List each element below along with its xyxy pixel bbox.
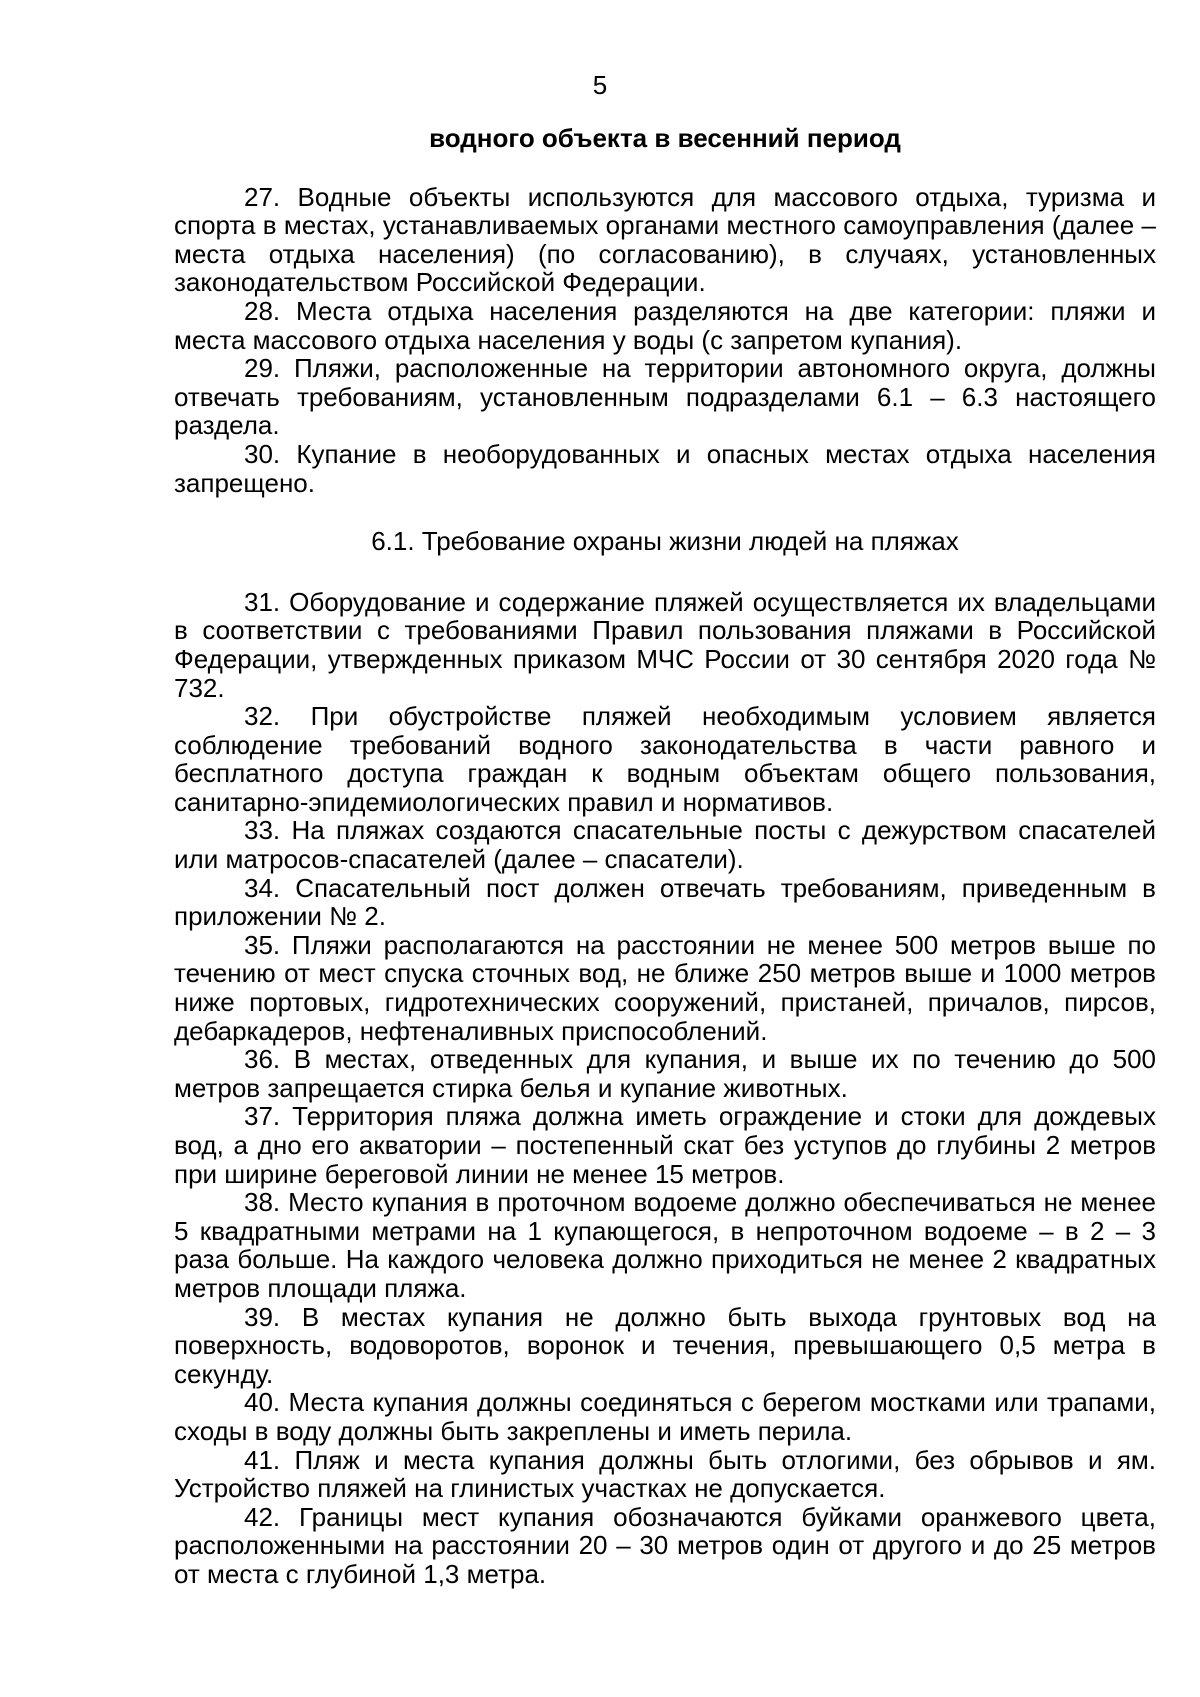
paragraph-29: 29. Пляжи, расположенные на территории автономного округа, должны отвечать требованиям, установленным подразделами 6.1 – 6.3 настоящего раздела. bbox=[174, 353, 1156, 441]
page-number: 5 bbox=[592, 70, 608, 100]
document-body bbox=[174, 124, 1156, 1589]
paragraph-38: 38. Место купания в проточном водоеме должно обеспечиваться не менее 5 квадратными метрами на 1 купающегося, в непроточном водоеме – в 2 – 3 раза больше. На каждого человека должно приходиться не менее 2 квадратных метров площади пляжа. bbox=[174, 1187, 1156, 1303]
paragraph-36: 36. В местах, отведенных для купания, и выше их по течению до 500 метров запрещается стирка белья и купание животных. bbox=[174, 1044, 1156, 1103]
paragraph-32: 32. При обустройстве пляжей необходимым условием является соблюдение требований водного законодательства в части равного и бесплатного доступа граждан к водным объектам общего пользования, санитарно-эпидемиологических правил и нормативов. bbox=[174, 701, 1156, 817]
paragraph-35: 35. Пляжи располагаются на расстоянии не менее 500 метров выше по течению от мест спуска сточных вод, не ближе 250 метров выше и 1000 метров ниже портовых, гидротехнических сооружений, пристаней, причалов, пирсов, дебаркадеров, нефтеналивных приспособлений. bbox=[174, 929, 1156, 1046]
paragraph-31: 31. Оборудование и содержание пляжей осуществляется их владельцами в соответствии с требованиями Правил пользования пляжами в Российской Федерации, утвержденных приказом МЧС России от 30 сентября 2020 года № 732. bbox=[174, 586, 1156, 703]
paragraph-37: 37. Территория пляжа должна иметь ограждение и стоки для дождевых вод, а дно его акватории – постепенный скат без уступов до глубины 2 метров при ширине береговой линии не менее 15 метров. bbox=[174, 1101, 1156, 1189]
paragraph-34: 34. Спасательный пост должен отвечать требованиям, приведенным в приложении № 2. bbox=[174, 872, 1156, 932]
section-heading-continuation: водного объекта в весенний период bbox=[429, 123, 901, 153]
paragraph-33: 33. На пляжах создаются спасательные посты с дежурством спасателей или матросов-спасателей (далее – спасатели). bbox=[174, 815, 1156, 875]
paragraph-40: 40. Места купания должны соединяться с берегом мостками или трапами, сходы в воду должны быть закреплены и иметь перила. bbox=[174, 1387, 1156, 1446]
subsection-title: 6.1. Требование охраны жизни людей на пляжах bbox=[371, 526, 959, 557]
paragraph-30: 30. Купание в необорудованных и опасных местах отдыха населения запрещено. bbox=[174, 438, 1156, 498]
paragraph-42: 42. Границы мест купания обозначаются буйками оранжевого цвета, расположенными на расстоянии 20 – 30 метров один от другого и до 25 метров от места с глубиной 1,3 метра. bbox=[174, 1501, 1156, 1589]
paragraph-27: 27. Водные объекты используются для массового отдыха, туризма и спорта в местах, устанавливаемых органами местного самоуправления (далее – места отдыха населения) (по согласованию), в случаях, установленных законодательством Российской Федерации. bbox=[174, 181, 1156, 298]
paragraph-39: 39. В местах купания не должно быть выхода грунтовых вод на поверхность, водоворотов, воронок и течения, превышающего 0,5 метра в секунду. bbox=[174, 1301, 1156, 1389]
paragraph-28: 28. Места отдыха населения разделяются на две категории: пляжи и места массового отдыха населения у воды (с запретом купания). bbox=[174, 295, 1156, 355]
paragraph-41: 41. Пляж и места купания должны быть отлогими, без обрывов и ям. Устройство пляжей на глинистых участках не допускается. bbox=[174, 1444, 1156, 1504]
paragraphs-before-subsection bbox=[174, 183, 1156, 498]
paragraphs-after-subsection bbox=[174, 588, 1156, 1589]
